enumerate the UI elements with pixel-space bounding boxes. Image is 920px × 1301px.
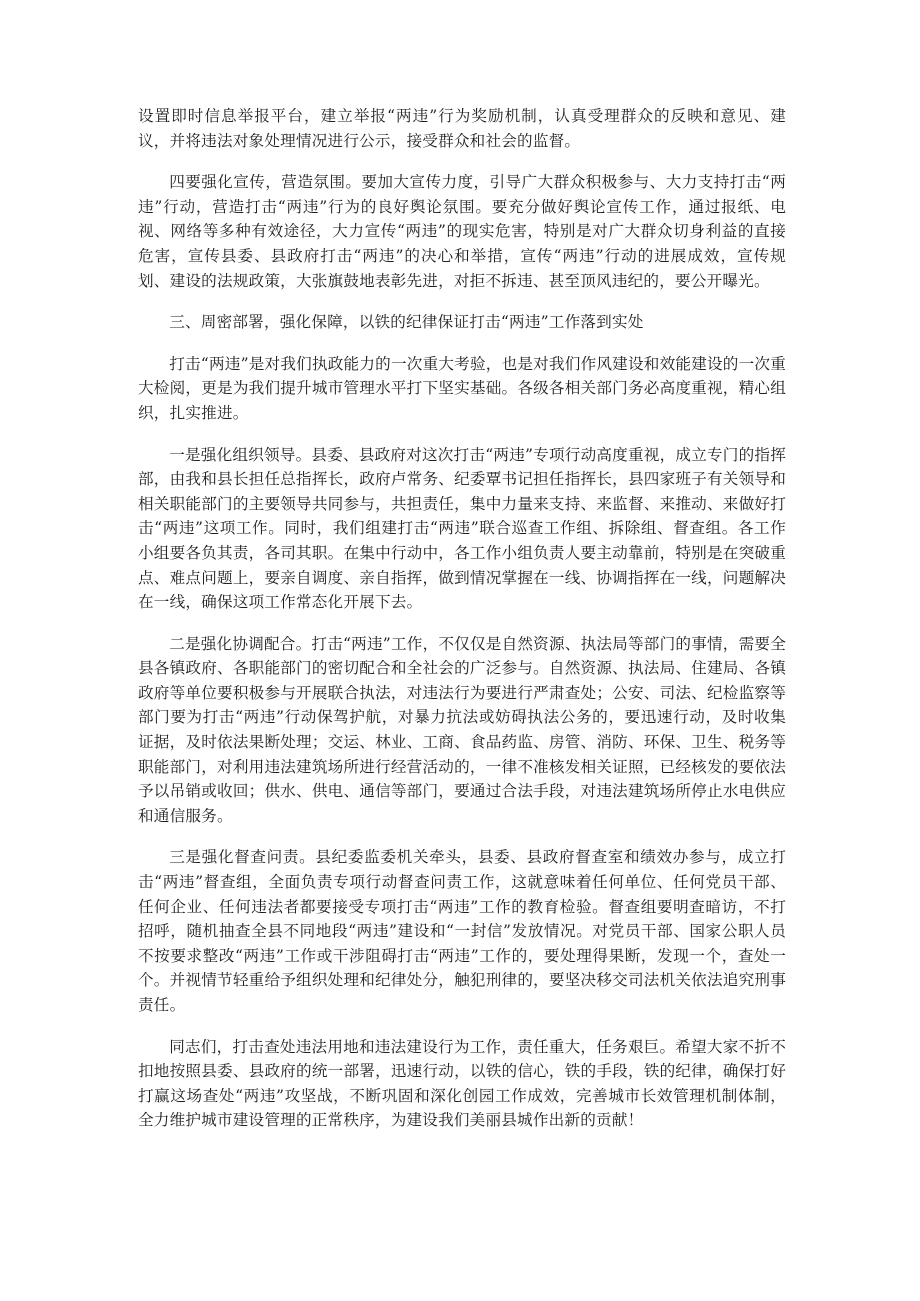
paragraph-supervision: 三是强化督查问责。县纪委监委机关牵头，县委、县政府督查室和绩效办参与，成立打击“两违”督查组，全面负责专项行动督查问责工作，这就意味着任何单位、任何党员干部、任何企业、任何违法者都要接受专项打击“两违”工作的教育检验。督查组要明查暗访，不打招呼，随机抽查全县不同地段“两违”建设和“一封信”发放情况。对党员干部、国家公职人员不按要求整改“两违”工作或干涉阻碍打击“两违”工作的，要处理得果断，发现一个，查处一个。并视情节轻重给予组织处理和纪律处分，触犯刑律的，要坚决移交司法机关依法追究刑事责任。 (138, 848, 786, 1014)
paragraph-intro: 打击“两违”是对我们执政能力的一次重大考验，也是对我们作风建设和效能建设的一次重大检阅，更是为我们提升城市管理水平打下坚实基础。各级各相关部门务必高度重视，精心组织，扎实推进。 (138, 354, 786, 422)
paragraph-coordination: 二是强化协调配合。打击“两违”工作，不仅仅是自然资源、执法局等部门的事情，需要全县各镇政府、各职能部门的密切配合和全社会的广泛参与。自然资源、执法局、住建局、各镇政府等单位要积极参与开展联合执法，对违法行为要进行严肃查处；公安、司法、纪检监察等部门要为打击“两违”行动保驾护航，对暴力抗法或妨碍执法公务的，要迅速行动，及时收集证据，及时依法果断处理；交运、林业、工商、食品药监、房管、消防、环保、卫生、税务等职能部门，对利用违法建筑场所进行经营活动的，一律不准核发相关证照，已经核发的要依法予以吊销或收回；供水、供电、通信等部门，要通过合法手段，对违法建筑场所停止水电供应和通信服务。 (138, 634, 786, 825)
paragraph-leadership: 一是强化组织领导。县委、县政府对这次打击“两违”专项行动高度重视，成立专门的指挥部，由我和县长担任总指挥长，政府卢常务、纪委覃书记担任指挥长，县四家班子有关领导和相关职能部门的主要领导共同参与，共担责任，集中力量来支持、来监督、来推动、来做好打击“两违”这项工作。同时，我们组建打击“两违”联合巡查工作组、拆除组、督查组。各工作小组要各负其责，各司其职。在集中行动中，各工作小组负责人要主动靠前，特别是在突破重点、难点问题上，要亲自调度、亲自指挥，做到情况掌握在一线、协调指挥在一线，问题解决在一线，确保这项工作常态化开展下去。 (138, 445, 786, 612)
section-heading-three: 三、周密部署，强化保障，以铁的纪律保证打击“两违”工作落到实处 (169, 313, 644, 332)
paragraph-continuation: 设置即时信息举报平台，建立举报“两违”行为奖励机制，认真受理群众的反映和意见、建议，并将违法对象处理情况进行公示，接受群众和社会的监督。 (138, 107, 786, 150)
paragraph-closing: 同志们，打击查处违法用地和违法建设行为工作，责任重大，任务艰巨。希望大家不折不扣地按照县委、县政府的统一部署，迅速行动，以铁的信心，铁的手段，铁的纪律，确保打好打赢这场查处“两违”攻坚战，不断巩固和深化创园工作成效，完善城市长效管理机制体制，全力维护城市建设管理的正常秩序，为建设我们美丽县城作出新的贡献！ (138, 1037, 786, 1130)
paragraph-publicity: 四要强化宣传，营造氛围。要加大宣传力度，引导广大群众积极参与、大力支持打击“两违”行动，营造打击“两违”行为的良好舆论氛围。要充分做好舆论宣传工作，通过报纸、电视、网络等多种有效途径，大力宣传“两违”的现实危害，特别是对广大群众切身利益的直接危害，宣传县委、县政府打击“两违”的决心和举措，宣传“两违”行动的进展成效，宣传规划、建设的法规政策，大张旗鼓地表彰先进，对拒不拆违、甚至顶风违纪的，要公开曝光。 (138, 173, 786, 290)
document-body (138, 104, 786, 1150)
